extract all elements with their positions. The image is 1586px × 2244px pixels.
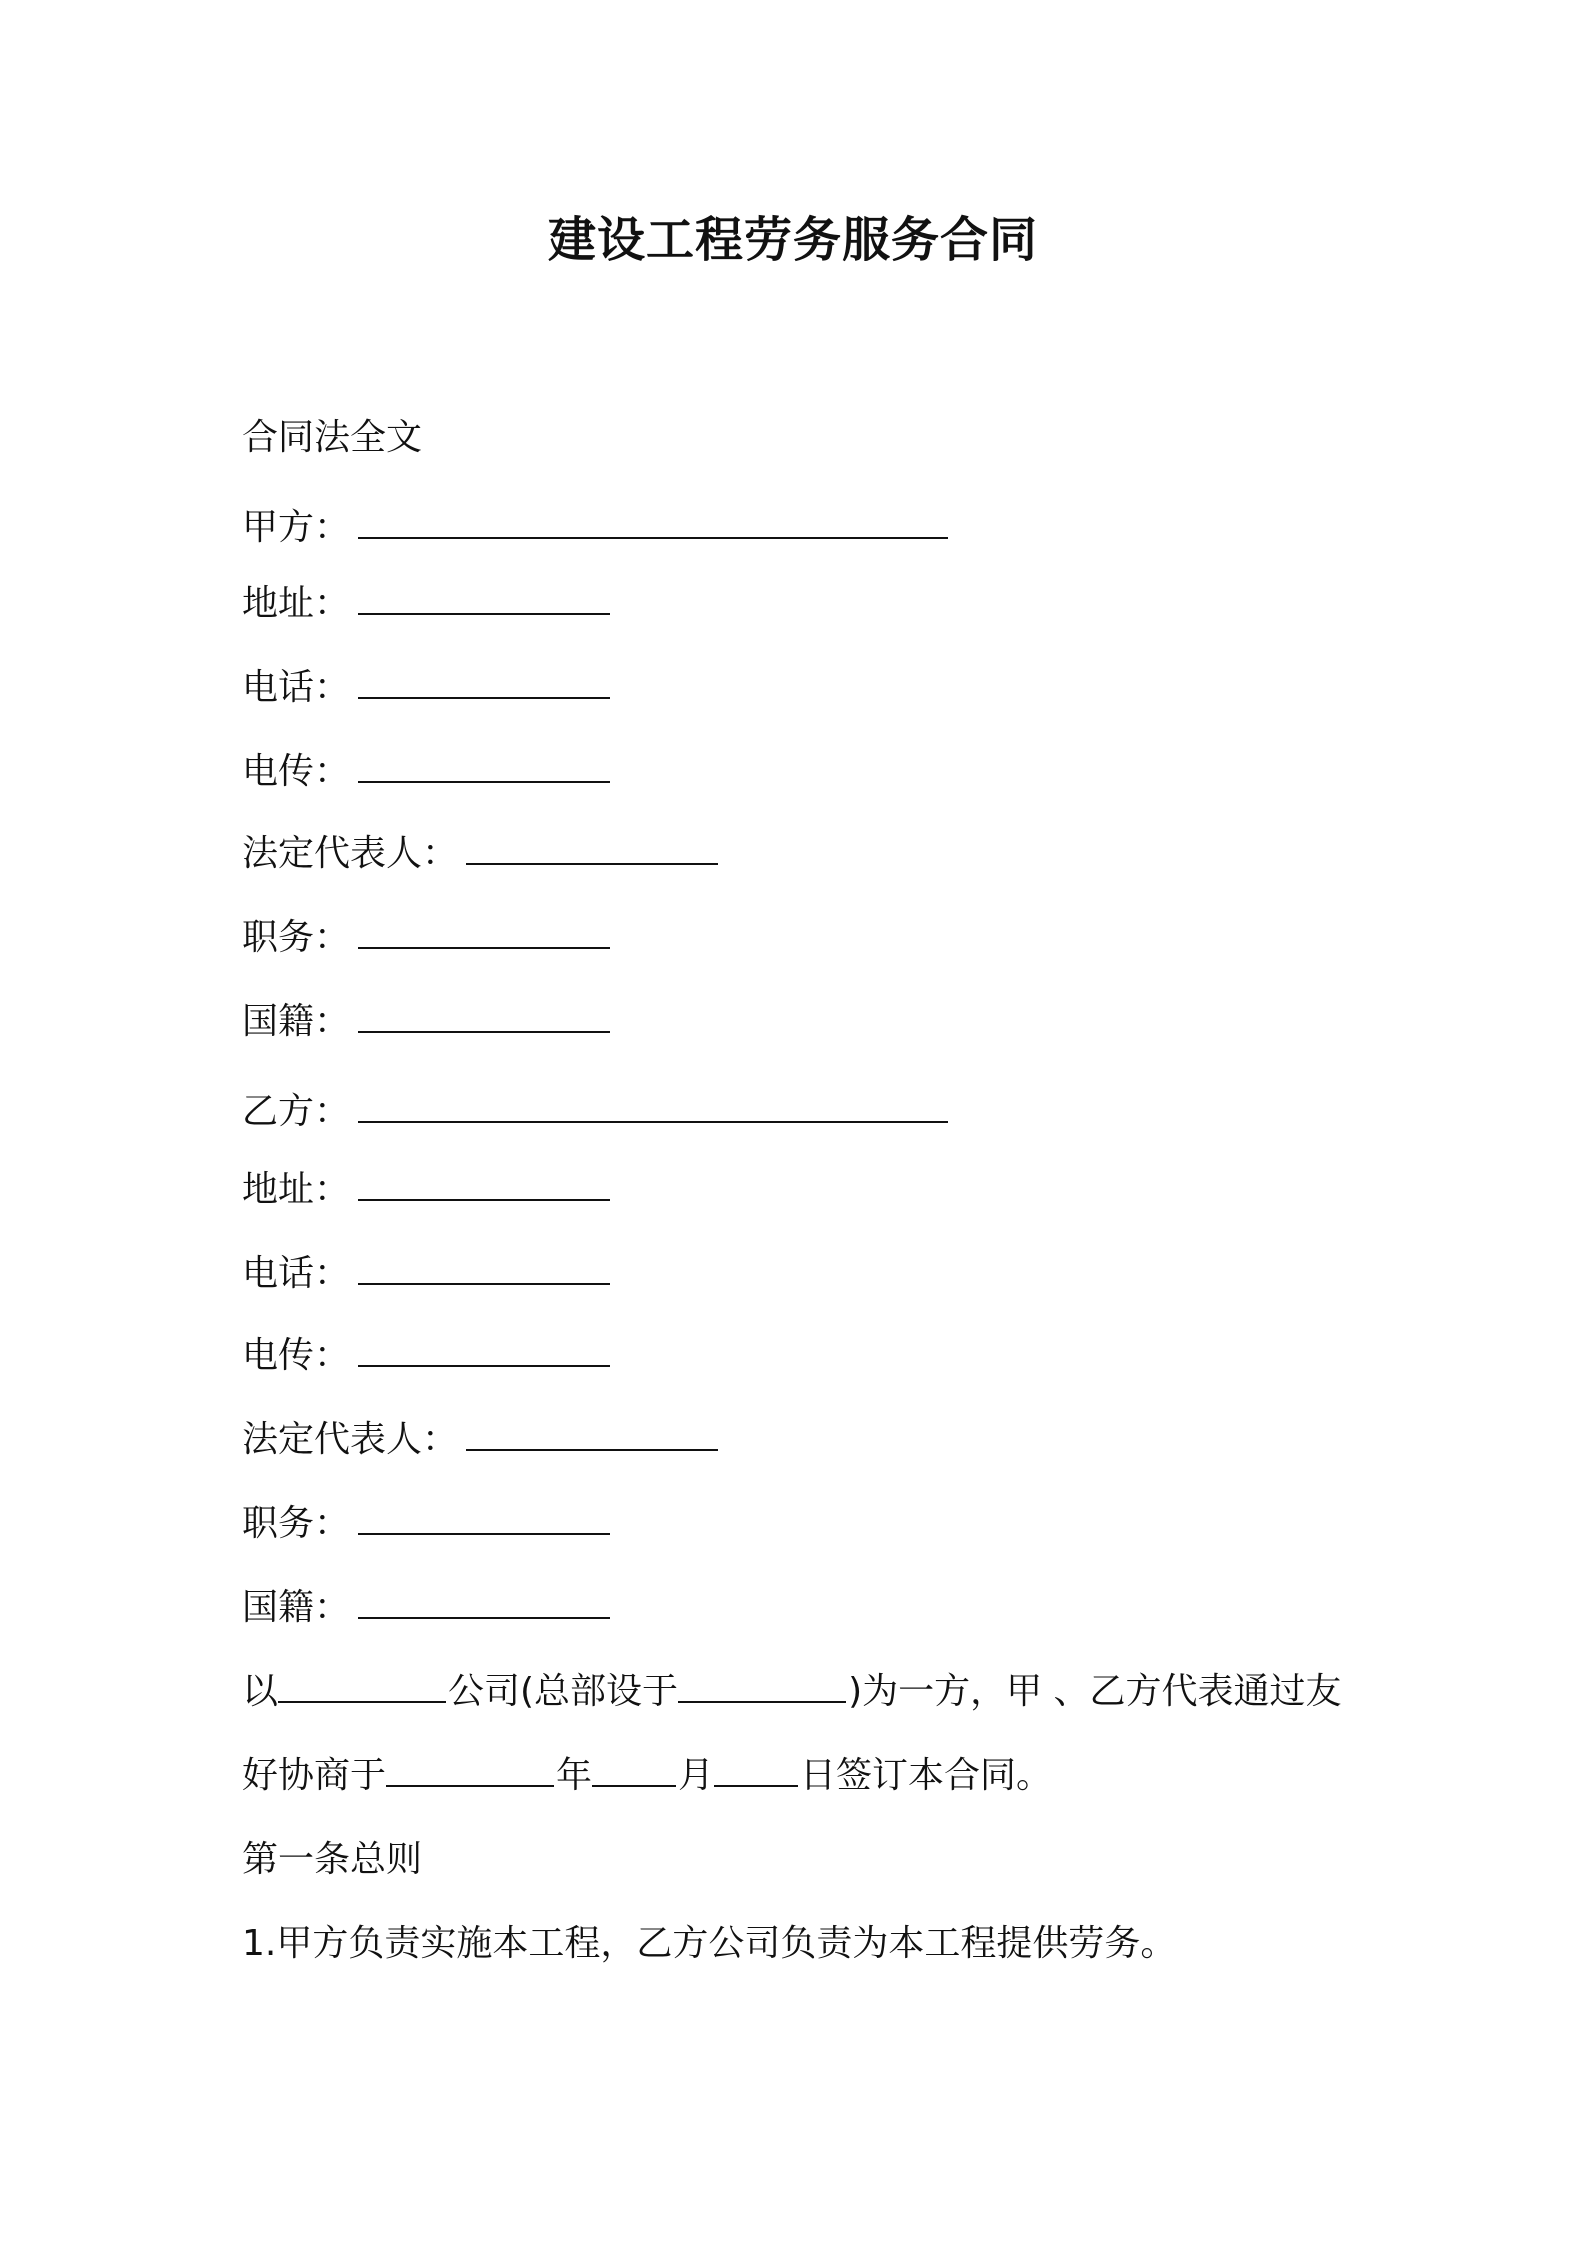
party-b-name-blank bbox=[358, 1091, 948, 1123]
party-a-address-line bbox=[242, 580, 610, 628]
party-b-position-label: 职务： bbox=[242, 1503, 351, 1544]
party-a-position-blank bbox=[358, 917, 610, 949]
party-b-legal-rep-line bbox=[242, 1416, 718, 1464]
party-a-phone-blank bbox=[358, 667, 610, 699]
party-b-name-line bbox=[242, 1088, 948, 1136]
preamble-text-2d: 日签订本合同。 bbox=[800, 1755, 1053, 1796]
preamble-text-1a: 以 bbox=[242, 1671, 279, 1712]
party-a-nationality-label: 国籍： bbox=[242, 1001, 351, 1042]
preamble-line-2 bbox=[242, 1752, 1052, 1800]
party-a-nationality-line bbox=[242, 998, 610, 1046]
party-a-fax-blank bbox=[358, 751, 610, 783]
party-b-position-line bbox=[242, 1500, 610, 1548]
party-a-legal-rep-line bbox=[242, 830, 718, 878]
party-a-name-label: 甲方： bbox=[242, 507, 351, 548]
article-1-heading: 第一条总则 bbox=[242, 1839, 423, 1880]
party-a-name-blank bbox=[358, 507, 948, 539]
party-a-legal-rep-label: 法定代表人： bbox=[242, 833, 459, 874]
preamble-year-blank bbox=[386, 1755, 554, 1787]
party-a-position-line bbox=[242, 914, 610, 962]
party-b-fax-label: 电传： bbox=[242, 1335, 351, 1376]
preamble-text-1c: )为一方，甲 、乙方代表通过友 bbox=[848, 1671, 1342, 1712]
party-b-nationality-label: 国籍： bbox=[242, 1587, 351, 1628]
preamble-text-2c: 月 bbox=[678, 1755, 715, 1796]
party-b-phone-blank bbox=[358, 1253, 610, 1285]
party-b-position-blank bbox=[358, 1503, 610, 1535]
party-b-address-blank bbox=[358, 1169, 610, 1201]
party-b-legal-rep-blank bbox=[466, 1419, 718, 1451]
party-b-fax-blank bbox=[358, 1335, 610, 1367]
party-b-phone-line bbox=[242, 1250, 610, 1298]
preamble-text-2a: 好协商于 bbox=[242, 1755, 387, 1796]
party-b-phone-label: 电话： bbox=[242, 1253, 351, 1294]
party-a-address-blank bbox=[358, 583, 610, 615]
article-1-clause-1: 1.甲方负责实施本工程，乙方公司负责为本工程提供劳务。 bbox=[242, 1923, 1177, 1964]
party-a-position-label: 职务： bbox=[242, 917, 351, 958]
preamble-hq-blank bbox=[678, 1671, 846, 1703]
party-a-name-line bbox=[242, 504, 948, 552]
preamble-text-1b: 公司(总部设于 bbox=[448, 1671, 679, 1712]
document-title: 建设工程劳务服务合同 bbox=[547, 212, 1038, 268]
party-a-phone-line bbox=[242, 664, 610, 712]
party-a-phone-label: 电话： bbox=[242, 667, 351, 708]
party-a-fax-label: 电传： bbox=[242, 751, 351, 792]
document-subtitle: 合同法全文 bbox=[242, 417, 423, 458]
party-b-nationality-blank bbox=[358, 1587, 610, 1619]
party-a-nationality-blank bbox=[358, 1001, 610, 1033]
party-b-name-label: 乙方： bbox=[242, 1091, 351, 1132]
party-b-nationality-line bbox=[242, 1584, 610, 1632]
preamble-month-blank bbox=[592, 1755, 676, 1787]
preamble-day-blank bbox=[714, 1755, 798, 1787]
party-b-legal-rep-label: 法定代表人： bbox=[242, 1419, 459, 1460]
party-b-address-label: 地址： bbox=[242, 1169, 351, 1210]
preamble-text-2b: 年 bbox=[556, 1755, 593, 1796]
party-b-fax-line bbox=[242, 1332, 610, 1380]
preamble-company-blank bbox=[278, 1671, 446, 1703]
preamble-line-1 bbox=[242, 1668, 1342, 1716]
party-a-legal-rep-blank bbox=[466, 833, 718, 865]
party-a-fax-line bbox=[242, 748, 610, 796]
party-a-address-label: 地址： bbox=[242, 583, 351, 624]
party-b-address-line bbox=[242, 1166, 610, 1214]
